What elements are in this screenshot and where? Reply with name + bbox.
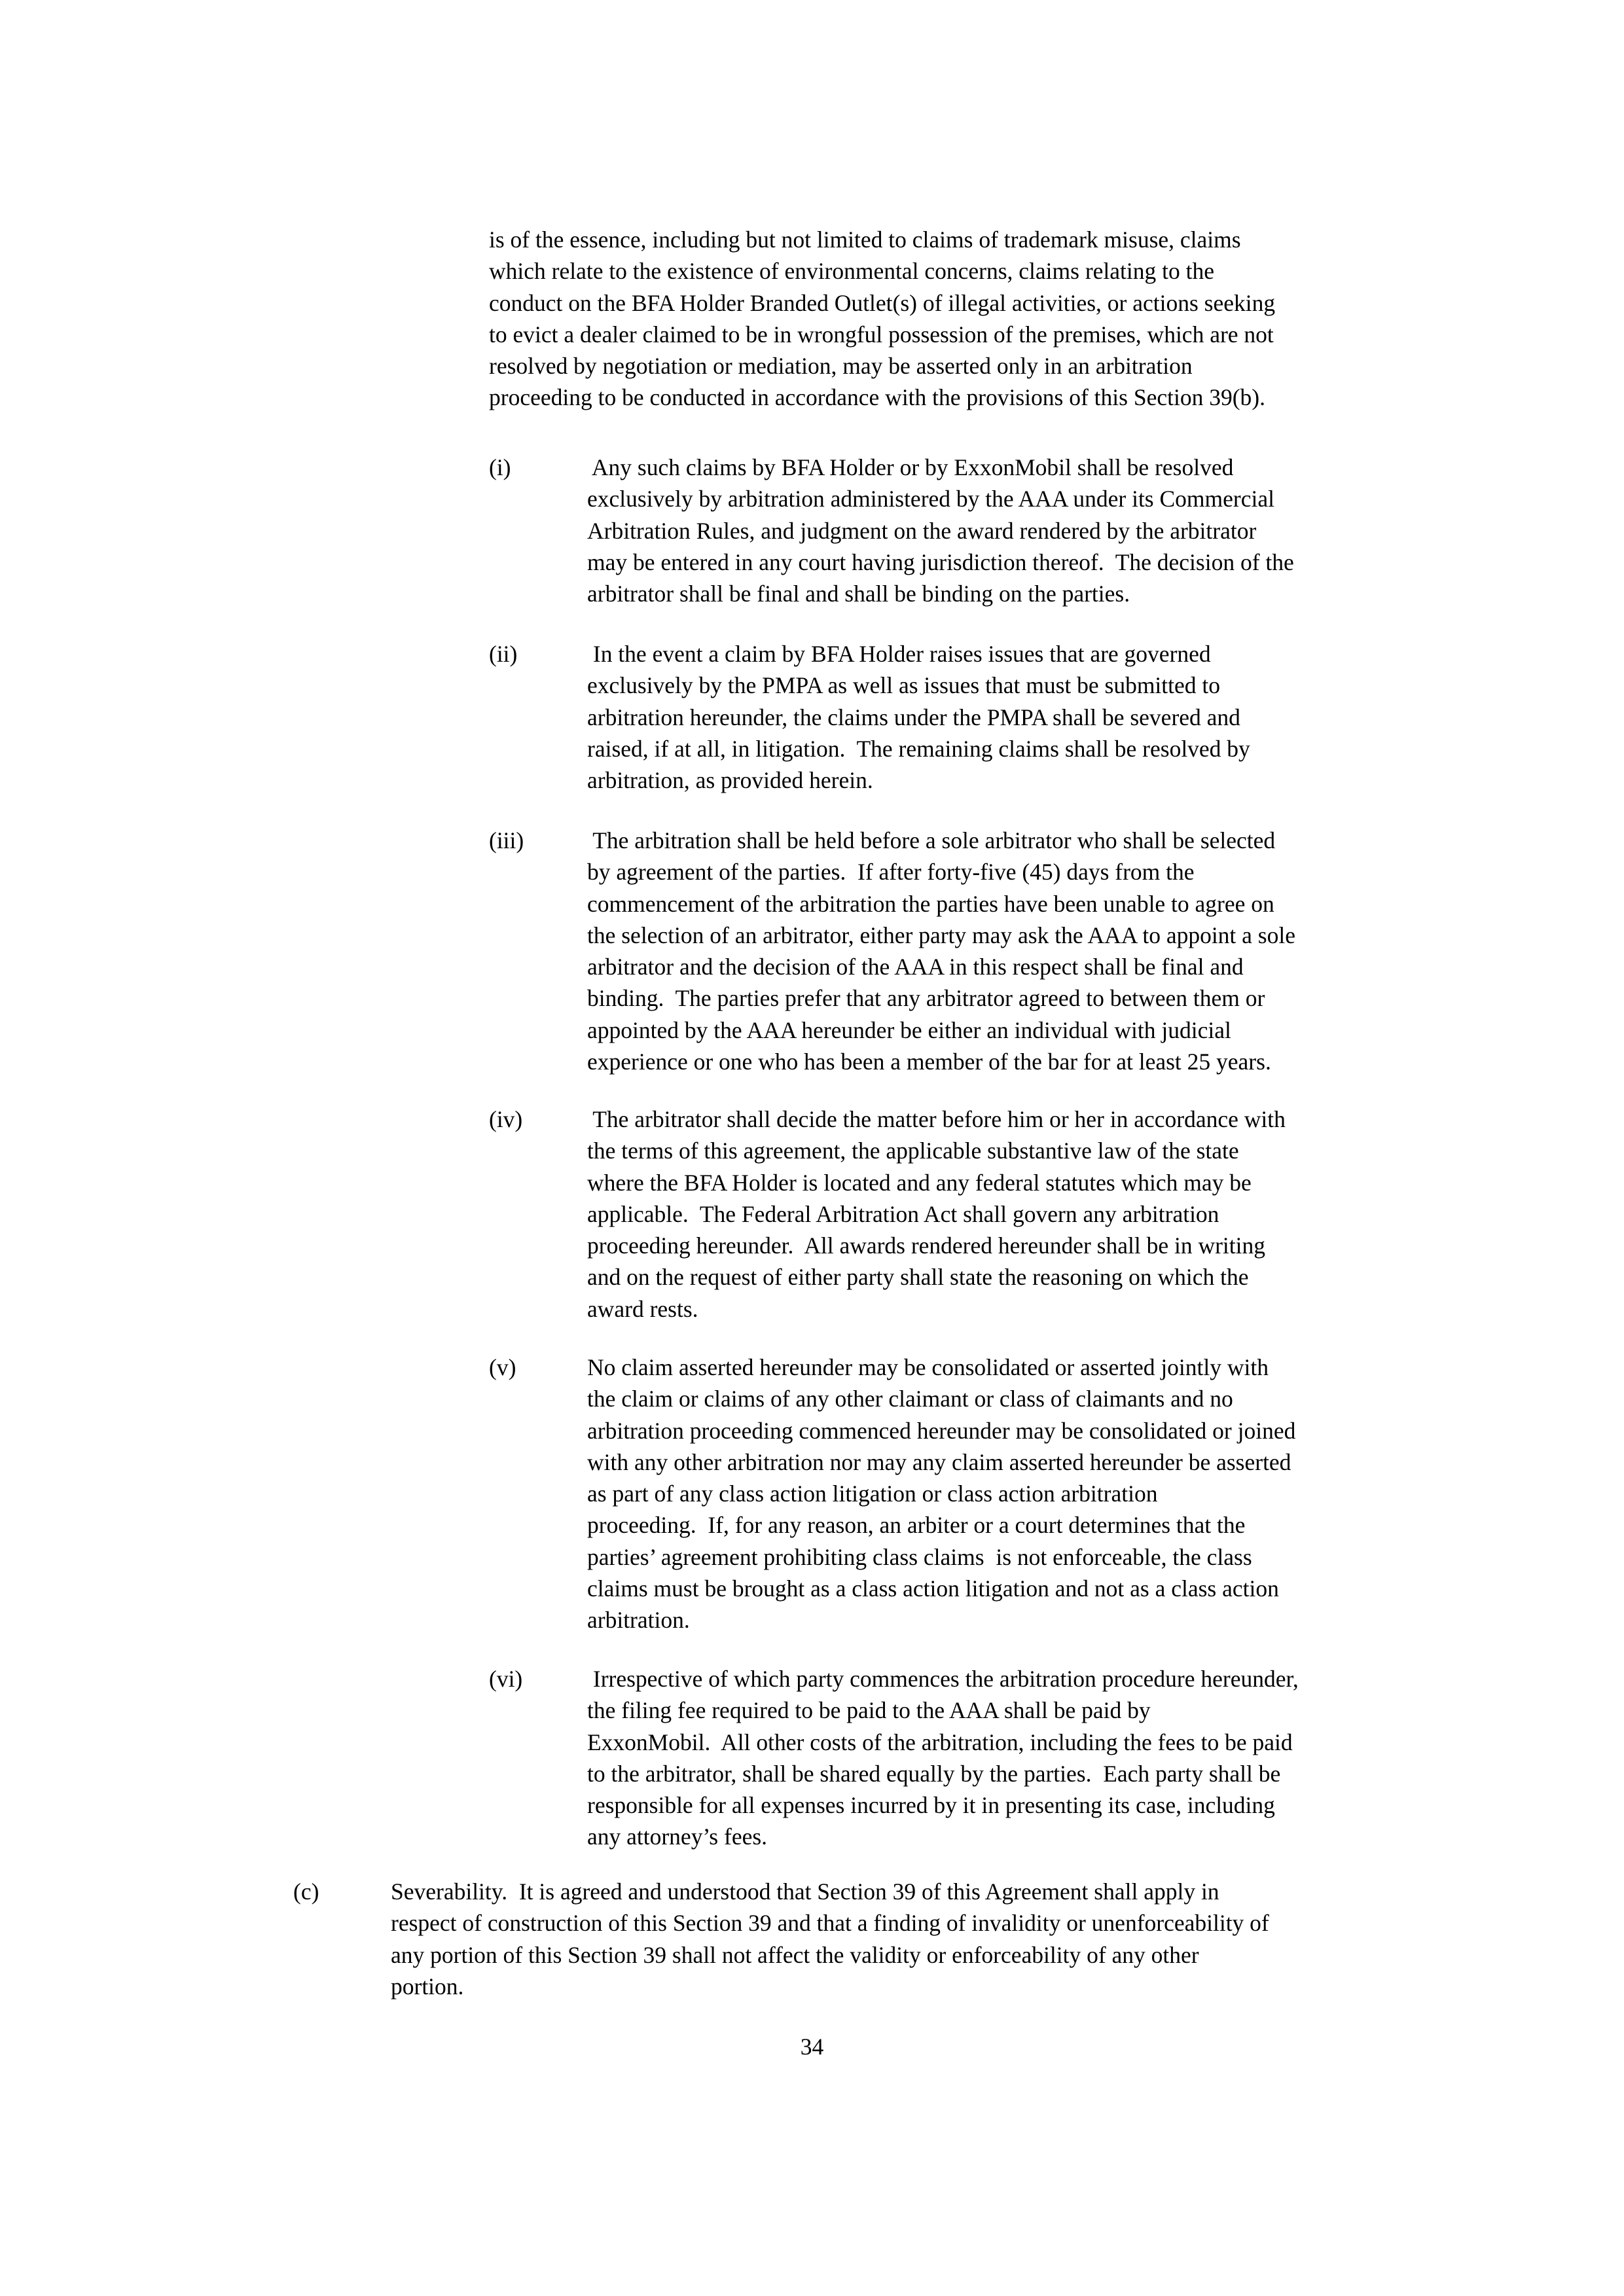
list-item-label: (vi) xyxy=(489,1666,523,1692)
list-item-label: (iii) xyxy=(489,827,524,853)
continued-paragraph: is of the essence, including but not limited to claims of trademark misuse, claims which relate to the existence of environmental concerns, claims relating to the conduct on the BFA Holder Branded Outlet(s) of illegal activities, or actions seeking to evict a dealer claimed to be in wrongful possession of the premises, which are not resolved by negotiation or mediation, may be asserted only in an arbitration proceeding to be conducted in accordance with the provisions of this Section 39(b). xyxy=(489,226,1276,411)
list-item-label: (iv) xyxy=(489,1106,523,1132)
list-item-text: No claim asserted hereunder may be consolidated or asserted jointly with the claim or claims of any other claimant or class of claimants and no arbitration proceeding commenced hereunder may be consolidated or joined with any other arbitration nor may any claim asserted hereunder be asserted as part of any class action litigation or class action arbitration proceeding. If, for any reason, an arbiter or a court determines that the parties’ agreement prohibiting class claims is not enforceable, the class claims must be brought as a class action litigation and not as a class action arbitration. xyxy=(587,1354,1296,1634)
list-item-label: (i) xyxy=(489,454,511,480)
list-item-text: Irrespective of which party commences the arbitration procedure hereunder, the filing fee required to be paid to the AAA shall be paid by ExxonMobil. All other costs of the arbitration, including the fees to be paid to the arbitrator, shall be shared equally by the parties. Each party shall be responsible for all expenses incurred by it in presenting its case, including any attorney’s fees. xyxy=(587,1666,1299,1850)
section-c-text: Severability. It is agreed and understood that Section 39 of this Agreement shall apply in respect of construction of this Section 39 and that a finding of invalidity or unenforceability of any portion of this Section 39 shall not affect the validity or enforceability of any other portion. xyxy=(391,1878,1269,2000)
list-item-label: (v) xyxy=(489,1354,516,1380)
list-item-text: In the event a claim by BFA Holder raises issues that are governed exclusively by the PMPA as well as issues that must be submitted to arbitration hereunder, the claims under the PMPA shall be severed and raised, if at all, in litigation. The remaining claims shall be resolved by arbitration, as provided herein. xyxy=(587,641,1250,794)
list-item-text: The arbitrator shall decide the matter before him or her in accordance with the terms of this agreement, the applicable substantive law of the state where the BFA Holder is located and any federal statutes which may be applicable. The Federal Arbitration Act shall govern any arbitration proceeding hereunder. All awards rendered hereunder shall be in writing and on the request of either party shall state the reasoning on which the award rests. xyxy=(587,1106,1286,1322)
list-item-text: The arbitration shall be held before a sole arbitrator who shall be selected by agreement of the parties. If after forty-five (45) days from the commencement of the arbitration the parties have been unable to agree on the selection of an arbitrator, either party may ask the AAA to appoint a sole arbitrator and the decision of the AAA in this respect shall be final and binding. The parties prefer that any arbitrator agreed to between them or appointed by the AAA hereunder be either an individual with judicial experience or one who has been a member of the bar for at least 25 years. xyxy=(587,827,1295,1075)
page-number: 34 xyxy=(800,2034,824,2060)
list-item-label: (ii) xyxy=(489,641,518,667)
list-item-text: Any such claims by BFA Holder or by ExxonMobil shall be resolved exclusively by arbitration administered by the AAA under its Commercial Arbitration Rules, and judgment on the award rendered by the arbitrator may be entered in any court having jurisdiction thereof. The decision of the arbitrator shall be final and shall be binding on the parties. xyxy=(587,454,1294,607)
section-c-label: (c) xyxy=(293,1878,319,1905)
